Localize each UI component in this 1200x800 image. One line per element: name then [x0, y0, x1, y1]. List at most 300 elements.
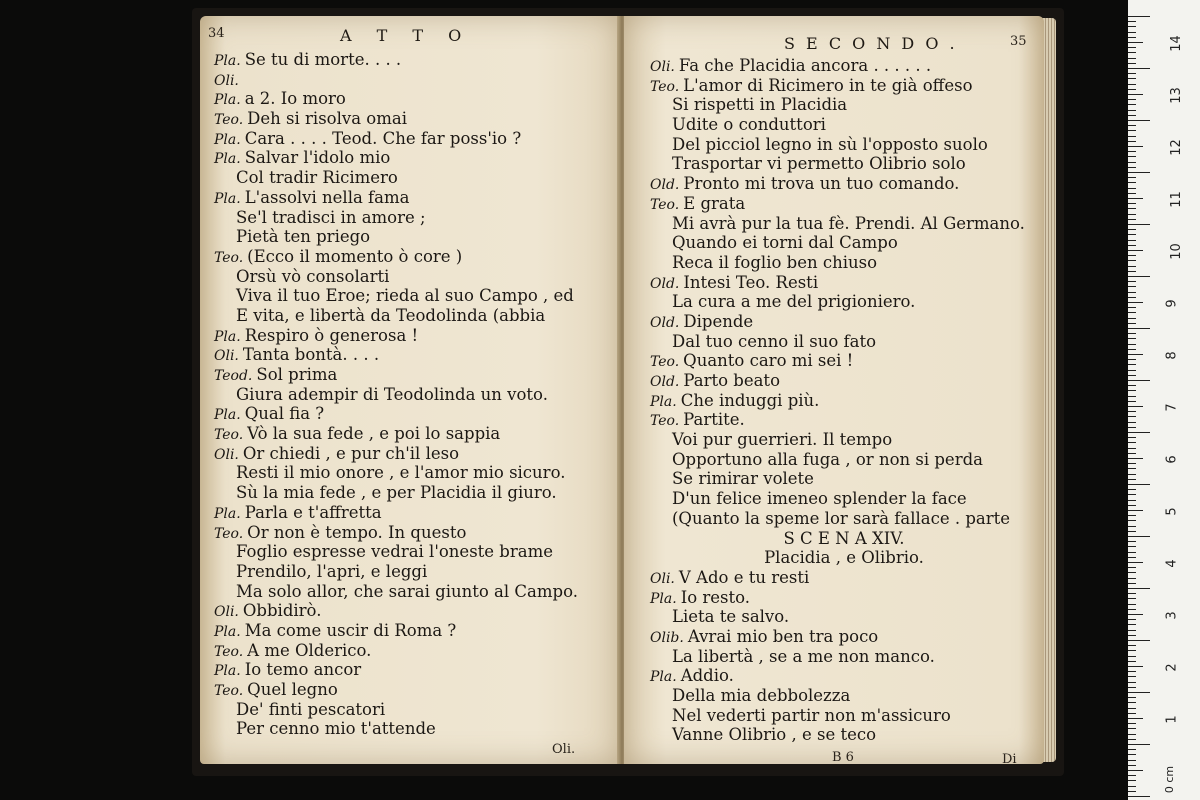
- ruler-tick: [1128, 791, 1136, 792]
- ruler-number: 11: [1168, 191, 1184, 208]
- line-text: Per cenno mio t'attende: [236, 719, 436, 739]
- ruler-tick: [1128, 338, 1136, 339]
- text-line: [214, 404, 614, 424]
- ruler-tick: [1128, 463, 1136, 464]
- text-line: [214, 562, 614, 582]
- line-text: Vò la sua fede , e poi lo sappia: [247, 424, 501, 444]
- ruler-tick: [1128, 240, 1136, 241]
- line-text: Dal tuo cenno il suo fato: [672, 331, 877, 351]
- text-line: [214, 365, 614, 385]
- ruler-tick: [1128, 354, 1143, 355]
- ruler-tick: [1128, 786, 1136, 787]
- ruler-tick: [1128, 141, 1136, 142]
- text-line: [650, 627, 1038, 647]
- ruler-tick: [1128, 323, 1136, 324]
- line-text: Lieta te salvo.: [672, 607, 790, 627]
- ruler-tick: [1128, 286, 1136, 287]
- right-text-block: [650, 56, 1038, 745]
- speaker-label: Pla.: [650, 393, 677, 410]
- line-text: V Ado e tu resti: [678, 567, 810, 587]
- ruler-tick: [1128, 172, 1150, 173]
- text-line: [650, 588, 1038, 608]
- text-line: [214, 89, 614, 109]
- ruler-tick: [1128, 208, 1136, 209]
- line-text: Si rispetti in Placidia: [672, 95, 848, 115]
- text-line: [650, 706, 1038, 726]
- speaker-label: Teo.: [214, 683, 244, 699]
- ruler-tick: [1128, 572, 1136, 573]
- ruler-tick: [1128, 489, 1136, 490]
- ruler-tick: [1128, 307, 1136, 308]
- ruler-tick: [1128, 84, 1136, 85]
- ruler-number: 3: [1164, 611, 1180, 620]
- ruler-tick: [1128, 47, 1136, 48]
- line-text: Respiro ò generosa !: [244, 325, 419, 345]
- ruler-tick: [1128, 292, 1136, 293]
- ruler-tick: [1128, 494, 1136, 495]
- ruler-tick: [1128, 692, 1150, 693]
- text-line: [650, 430, 1038, 450]
- text-line: [650, 115, 1038, 135]
- line-text: Quel legno: [247, 680, 338, 699]
- line-text: Fa che Placidia ancora . . . . . .: [678, 56, 932, 75]
- ruler-tick: [1128, 390, 1136, 391]
- speaker-label: Pla.: [214, 92, 241, 109]
- ruler-tick: [1128, 32, 1136, 33]
- speaker-label: Oli.: [650, 570, 675, 587]
- text-line: [214, 444, 614, 464]
- text-line: [650, 568, 1038, 588]
- ruler-tick: [1128, 63, 1136, 64]
- ruler-tick: [1128, 609, 1136, 610]
- ruler-tick: [1128, 73, 1136, 74]
- line-text: Reca il foglio ben chiuso: [672, 252, 878, 272]
- ruler-tick: [1128, 125, 1136, 126]
- speaker-label: Oli.: [214, 446, 239, 463]
- line-text: De' finti pescatori: [236, 699, 386, 719]
- ruler-tick: [1128, 416, 1136, 417]
- text-line: [650, 174, 1038, 194]
- ruler-tick: [1128, 500, 1136, 501]
- line-text: Nel vederti partir non m'assicuro: [672, 705, 951, 725]
- ruler-tick: [1128, 146, 1143, 147]
- ruler-tick: [1128, 578, 1136, 579]
- text-line: [650, 469, 1038, 489]
- text-line: [650, 509, 1038, 529]
- line-text: Foglio espresse vedrai l'oneste brame: [236, 542, 554, 562]
- ruler-tick: [1128, 666, 1143, 667]
- text-line: [650, 273, 1038, 293]
- ruler-tick: [1128, 375, 1136, 376]
- ruler-tick: [1128, 557, 1136, 558]
- ruler-tick: [1128, 266, 1136, 267]
- ruler-number: 13: [1168, 87, 1184, 104]
- ruler-tick: [1128, 567, 1136, 568]
- ruler-tick: [1128, 349, 1136, 350]
- ruler-tick: [1128, 58, 1136, 59]
- ruler-tick: [1128, 151, 1136, 152]
- line-text: Col tradir Ricimero: [236, 168, 398, 188]
- ruler-tick: [1128, 479, 1136, 480]
- ruler-tick: [1128, 42, 1143, 43]
- text-line: [650, 154, 1038, 174]
- ruler-tick: [1128, 26, 1136, 27]
- ruler-tick: [1128, 130, 1136, 131]
- speaker-label: Oli.: [650, 59, 675, 75]
- ruler-tick: [1128, 380, 1150, 381]
- speaker-label: Teo.: [650, 413, 680, 430]
- line-text: Che induggi più.: [680, 390, 820, 410]
- ruler-tick: [1128, 744, 1150, 745]
- ruler-tick: [1128, 234, 1136, 235]
- ruler-tick: [1128, 515, 1136, 516]
- line-text: Dipende: [683, 311, 754, 331]
- ruler-tick: [1128, 312, 1136, 313]
- text-line: [214, 267, 614, 287]
- line-text: Opportuno alla fuga , or non si perda: [672, 449, 983, 469]
- ruler-tick: [1128, 328, 1150, 329]
- text-line: [214, 680, 614, 700]
- ruler-tick: [1128, 302, 1143, 303]
- ruler-tick: [1128, 422, 1136, 423]
- line-text: Qual fia ?: [244, 404, 325, 424]
- speaker-label: Old.: [650, 374, 680, 390]
- ruler-tick: [1128, 468, 1136, 469]
- line-text: Tanta bontà. . . .: [242, 345, 380, 365]
- text-line: [214, 523, 614, 543]
- speaker-label: Pla.: [214, 131, 241, 148]
- speaker-label: Oli.: [214, 604, 239, 621]
- text-line: [214, 50, 614, 70]
- speaker-label: Teo.: [650, 78, 680, 95]
- ruler-tick: [1128, 136, 1136, 137]
- text-line: [214, 247, 614, 267]
- text-line: [650, 686, 1038, 706]
- ruler-tick: [1128, 203, 1136, 204]
- line-text: Salvar l'idolo mio: [244, 148, 391, 168]
- left-page: [200, 16, 620, 764]
- ruler-tick: [1128, 182, 1136, 183]
- text-line: [214, 129, 614, 149]
- ruler-tick: [1128, 52, 1136, 53]
- speaker-label: Pla.: [214, 151, 241, 168]
- text-line: [650, 292, 1038, 312]
- ruler-tick: [1128, 531, 1136, 532]
- line-text: Quanto caro mi sei !: [683, 351, 854, 371]
- ruler-tick: [1128, 713, 1136, 714]
- speaker-label: Old.: [650, 314, 680, 331]
- ruler-tick: [1128, 770, 1143, 771]
- ruler-tick: [1128, 110, 1136, 111]
- ruler-tick: [1128, 536, 1150, 537]
- right-page: [624, 16, 1044, 764]
- line-text: Prendilo, l'apri, e leggi: [236, 561, 428, 581]
- line-text: L'amor di Ricimero in te già offeso: [683, 75, 973, 95]
- ruler-number: 10: [1168, 243, 1184, 260]
- ruler-tick: [1128, 780, 1136, 781]
- line-text: Se rimirar volete: [672, 469, 814, 489]
- ruler-tick: [1128, 708, 1136, 709]
- speaker-label: Pla.: [650, 590, 677, 607]
- text-line: [214, 70, 614, 90]
- ruler-tick: [1128, 505, 1136, 506]
- ruler-tick: [1128, 188, 1136, 189]
- ruler-tick: [1128, 583, 1136, 584]
- ruler-tick: [1128, 614, 1143, 615]
- line-text: E vita, e libertà da Teodolinda (abbia: [236, 305, 546, 325]
- ruler-number: 2: [1164, 663, 1180, 672]
- ruler-tick: [1128, 104, 1136, 105]
- line-text: Quando ei torni dal Campo: [672, 233, 898, 253]
- text-line: [214, 345, 614, 365]
- text-line: [214, 542, 614, 562]
- line-text: Ma come uscir di Roma ?: [244, 620, 457, 640]
- speaker-label: Old.: [650, 177, 680, 194]
- text-line: [650, 312, 1038, 332]
- text-line: [214, 168, 614, 188]
- ruler-tick: [1128, 598, 1136, 599]
- ruler-tick: [1128, 229, 1136, 230]
- speaker-label: Pla.: [214, 623, 241, 640]
- text-line: [650, 607, 1038, 627]
- ruler-number: 4: [1164, 559, 1180, 568]
- text-line: [214, 601, 614, 621]
- text-line: [650, 253, 1038, 273]
- speaker-label: Teo.: [214, 427, 244, 444]
- ruler-tick: [1128, 255, 1136, 256]
- ruler-tick: [1128, 526, 1136, 527]
- line-text: L'assolvi nella fama: [244, 187, 410, 207]
- ruler-number: 6: [1164, 455, 1180, 464]
- ruler-tick: [1128, 656, 1136, 657]
- speaker-label: Teo.: [650, 196, 680, 213]
- ruler-tick: [1128, 214, 1136, 215]
- ruler-tick: [1128, 671, 1136, 672]
- line-text: Or chiedi , e pur ch'il leso: [242, 443, 460, 463]
- line-text: a 2. Io moro: [244, 89, 346, 109]
- ruler-tick: [1128, 593, 1136, 594]
- ruler-tick: [1128, 484, 1150, 485]
- ruler-tick: [1128, 432, 1150, 433]
- line-text: Or non è tempo. In questo: [247, 522, 467, 542]
- ruler-number: 14: [1168, 35, 1184, 52]
- text-line: [214, 385, 614, 405]
- ruler-tick: [1128, 604, 1136, 605]
- line-text: Io temo ancor: [244, 660, 362, 680]
- line-text: Ma solo allor, che sarai giunto al Campo.: [236, 581, 578, 601]
- ruler-tick: [1128, 796, 1150, 797]
- ruler-tick: [1128, 177, 1136, 178]
- ruler-tick: [1128, 193, 1136, 194]
- ruler-tick: [1128, 687, 1136, 688]
- text-line: [650, 725, 1038, 745]
- text-line: [650, 529, 1038, 549]
- text-line: [214, 148, 614, 168]
- ruler-number: 7: [1164, 403, 1180, 412]
- text-line: [650, 391, 1038, 411]
- line-text: Se'l tradisci in amore ;: [236, 207, 426, 227]
- ruler-tick: [1128, 739, 1136, 740]
- ruler-tick: [1128, 120, 1150, 121]
- speaker-label: Olib.: [650, 629, 684, 646]
- catchword-left: Oli.: [552, 742, 576, 757]
- line-text: Intesi Teo. Resti: [683, 272, 819, 292]
- text-line: [650, 548, 1038, 568]
- line-text: Addio.: [680, 666, 734, 686]
- speaker-label: Pla.: [214, 53, 241, 69]
- line-text: S C E N A XIV.: [783, 528, 905, 548]
- ruler-tick: [1128, 630, 1136, 631]
- line-text: Udite o conduttori: [672, 115, 826, 135]
- line-text: Placidia , e Olibrio.: [764, 548, 924, 568]
- ruler-tick: [1128, 21, 1136, 22]
- ruler-tick: [1128, 406, 1143, 407]
- ruler-unit-label: 0 cm: [1163, 765, 1177, 794]
- line-text: Viva il tuo Eroe; rieda al suo Campo , ed: [236, 286, 574, 306]
- ruler-tick: [1128, 645, 1136, 646]
- ruler-tick: [1128, 68, 1150, 69]
- ruler-tick: [1128, 78, 1136, 79]
- running-header-right: S E C O N D O .: [784, 34, 958, 53]
- text-line: [214, 719, 614, 739]
- speaker-label: Pla.: [214, 328, 241, 345]
- speaker-label: Teo.: [214, 525, 244, 542]
- ruler-tick: [1128, 754, 1136, 755]
- catchword-right: Di: [1002, 752, 1017, 764]
- ruler-tick: [1128, 37, 1136, 38]
- ruler-tick: [1128, 697, 1136, 698]
- line-text: Vanne Olibrio , e se teco: [672, 725, 877, 745]
- text-line: [214, 306, 614, 326]
- ruler-tick: [1128, 359, 1136, 360]
- text-line: [650, 332, 1038, 352]
- speaker-label: Oli.: [214, 72, 239, 89]
- text-line: [650, 95, 1038, 115]
- ruler-tick: [1128, 541, 1136, 542]
- ruler-tick: [1128, 198, 1143, 199]
- ruler-tick: [1128, 474, 1136, 475]
- ruler-tick: [1128, 640, 1150, 641]
- ruler-tick: [1128, 396, 1136, 397]
- ruler-tick: [1128, 427, 1136, 428]
- speaker-label: Pla.: [214, 407, 241, 424]
- ruler-tick: [1128, 728, 1136, 729]
- ruler-tick: [1128, 219, 1136, 220]
- ruler-tick: [1128, 276, 1150, 277]
- line-text: Sù la mia fede , e per Placidia il giuro.: [236, 483, 557, 503]
- line-text: Orsù vò consolarti: [236, 266, 390, 286]
- ruler-tick: [1128, 333, 1136, 334]
- speaker-label: Teod.: [214, 368, 253, 384]
- ruler-tick: [1128, 442, 1136, 443]
- text-line: [650, 371, 1038, 391]
- ruler-tick: [1128, 676, 1136, 677]
- line-text: Trasportar vi permetto Olibrio solo: [672, 154, 966, 174]
- speaker-label: Pla.: [214, 663, 241, 680]
- ruler-tick: [1128, 650, 1136, 651]
- speaker-label: Teo.: [650, 354, 680, 371]
- line-text: Obbidirò.: [242, 601, 322, 621]
- text-line: [650, 647, 1038, 667]
- ruler-tick: [1128, 271, 1136, 272]
- text-line: [214, 286, 614, 306]
- line-text: Parla e t'affretta: [244, 502, 382, 522]
- ruler-tick: [1128, 588, 1150, 589]
- ruler-tick: [1128, 224, 1150, 225]
- line-text: Se tu di morte. . . .: [244, 50, 402, 69]
- ruler-tick: [1128, 16, 1150, 17]
- ruler-number: 1: [1164, 715, 1180, 724]
- text-line: [650, 489, 1038, 509]
- ruler-tick: [1128, 546, 1136, 547]
- ruler-tick: [1128, 364, 1136, 365]
- ruler-tick: [1128, 89, 1136, 90]
- ruler-tick: [1128, 370, 1136, 371]
- left-text-block: [214, 50, 614, 739]
- line-text: A me Olderico.: [247, 640, 372, 660]
- signature-mark: B 6: [832, 750, 854, 764]
- ruler-tick: [1128, 245, 1136, 246]
- text-line: [214, 326, 614, 346]
- ruler-tick: [1128, 167, 1136, 168]
- speaker-label: Teo.: [214, 112, 244, 129]
- ruler-tick: [1128, 260, 1136, 261]
- ruler-tick: [1128, 723, 1136, 724]
- line-text: Resti il mio onore , e l'amor mio sicuro.: [236, 463, 566, 483]
- ruler-tick: [1128, 281, 1136, 282]
- text-line: [650, 410, 1038, 430]
- ruler-tick: [1128, 115, 1136, 116]
- ruler-tick: [1128, 250, 1143, 251]
- ruler-tick: [1128, 510, 1143, 511]
- text-line: [214, 188, 614, 208]
- text-line: [214, 109, 614, 129]
- ruler-tick: [1128, 99, 1136, 100]
- text-line: [650, 233, 1038, 253]
- line-text: Della mia debbolezza: [672, 686, 851, 705]
- text-line: [214, 700, 614, 720]
- ruler-tick: [1128, 562, 1143, 563]
- ruler-tick: [1128, 94, 1143, 95]
- line-text: Partite.: [683, 410, 745, 430]
- ruler-tick: [1128, 297, 1136, 298]
- text-line: [650, 214, 1038, 234]
- ruler-tick: [1128, 661, 1136, 662]
- speaker-label: Teo.: [214, 249, 244, 266]
- ruler-number: 12: [1168, 139, 1184, 156]
- ruler-tick: [1128, 448, 1136, 449]
- line-text: La libertà , se a me non manco.: [672, 646, 935, 666]
- speaker-label: Pla.: [650, 669, 677, 686]
- text-line: [214, 463, 614, 483]
- text-line: [214, 208, 614, 228]
- ruler-tick: [1128, 775, 1136, 776]
- ruler-tick: [1128, 765, 1136, 766]
- speaker-label: Old.: [650, 275, 680, 292]
- ruler-number: 8: [1164, 351, 1180, 360]
- ruler-tick: [1128, 749, 1136, 750]
- ruler-tick: [1128, 760, 1136, 761]
- line-text: Mi avrà pur la tua fè. Prendi. Al Germano.: [672, 213, 1025, 233]
- ruler-number: 5: [1164, 507, 1180, 516]
- ruler-tick: [1128, 453, 1136, 454]
- text-line: [214, 582, 614, 602]
- line-text: (Ecco il momento ò core ): [247, 246, 463, 266]
- speaker-label: Teo.: [214, 643, 244, 660]
- ruler-tick: [1128, 619, 1136, 620]
- text-line: [214, 503, 614, 523]
- ruler-tick: [1128, 385, 1136, 386]
